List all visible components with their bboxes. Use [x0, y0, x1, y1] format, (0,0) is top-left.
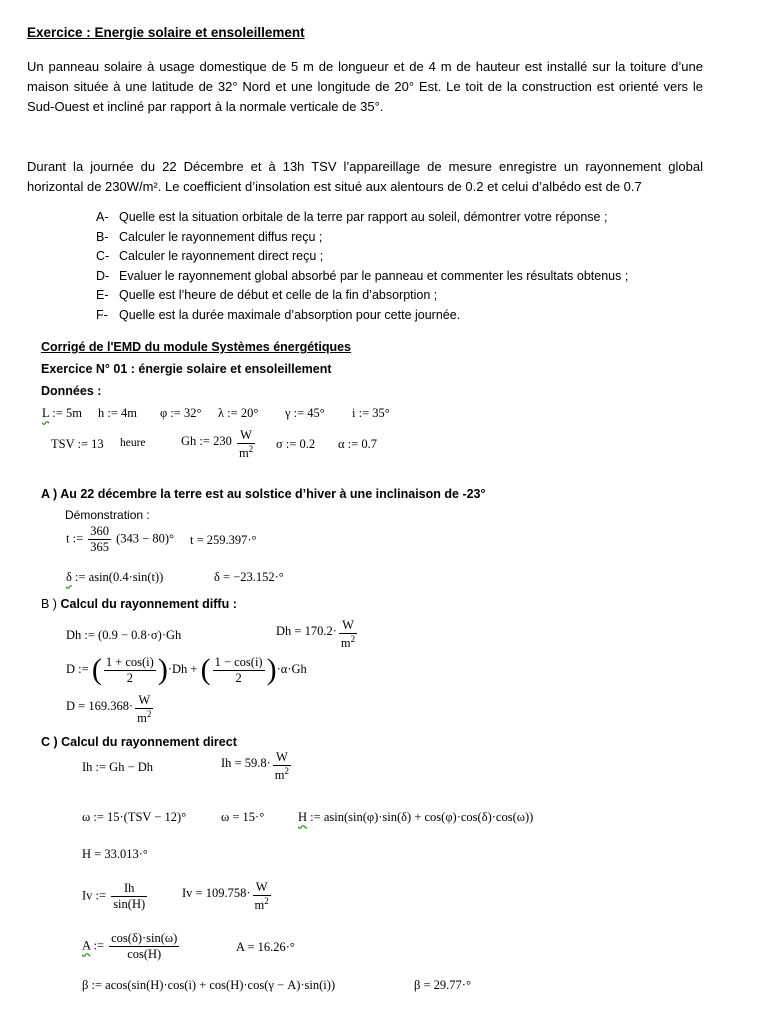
exercise-title: Exercice : Energie solaire et ensoleillement	[27, 25, 305, 40]
exercise-paragraph-2: Durant la journée du 22 Décembre et à 13h TSV l’appareillage de mesure enregistre un rayonnement global horizontal de 230W/m². Le coefficient d’insolation est situé aux alentours de 0.2 et celui d’albédo est de 0.7	[27, 159, 703, 194]
question-e: E- Quelle est l’heure de début et celle de la fin d’absorption ;	[96, 288, 438, 302]
a-formula: A := $\frac{\cos(\delta)\cdot\sin(\omega)}{\cos(H)}$	[82, 931, 178, 961]
correction-title: Corrigé de l'EMD du module Systèmes énergétiques	[41, 340, 351, 354]
beta-formula: β := acos(sin(H)·cos(i) + cos(H)·cos(γ − A)·sin(i))	[82, 978, 336, 992]
exercise-paragraph-1: Un panneau solaire à usage domestique de 5 m de longueur et de 4 m de hauteur est installé sur la toiture d’une maison située à une latitude de 32° Nord et une longitude de 20° Est. Le toit de la construction est orienté vers le Sud-Ouest et incliné par rapport à la normale verticale de 35°.	[27, 59, 703, 114]
question-b: B- Calculer le rayonnement diffus reçu ;	[96, 229, 323, 244]
given-lambda: λ := 20°	[218, 406, 259, 420]
dh-result: Dh = 170.2· $\frac{W}{m^2}$	[276, 618, 356, 651]
ih-formula: Ih := Gh − Dh	[82, 760, 154, 774]
section-b-heading: B ) Calcul du rayonnement diffu :	[41, 597, 237, 611]
iv-result: Iv = 109.758· $\frac{W}{m^2}$	[182, 880, 269, 913]
question-f: F- Quelle est la durée maximale d’absorption pour cette journée.	[96, 307, 461, 322]
delta-formula: δ := asin(0.4·sin(t))	[66, 570, 164, 584]
d-result: D = 169.368· $\frac{W}{m^2}$	[66, 693, 152, 726]
given-h: h := 4m	[98, 406, 138, 420]
iv-formula: Iv := $\frac{Ih}{\sin(H)}$	[82, 881, 146, 911]
t-result: t = 259.397·°	[190, 533, 257, 547]
beta-result: β = 29.77·°	[414, 978, 471, 992]
h-result: H = 33.013·°	[82, 847, 148, 861]
t-formula: t := $\frac{360}{365}$ (343 − 80)°	[66, 524, 174, 554]
dh-formula: Dh := (0.9 − 0.8·σ)·Gh	[66, 628, 182, 642]
d-formula: D := ( $\frac{1 + \cos(i)}{2}$ )·Dh + ( $\frac{1 - \cos(i)}{2}$ )·α·Gh	[66, 653, 307, 686]
section-a-heading: A ) Au 22 décembre la terre est au solstice d’hiver à une inclinaison de -23°	[41, 487, 486, 501]
given-TSV-unit: heure	[120, 437, 146, 449]
given-alpha: α := 0.7	[338, 437, 377, 451]
given-phi: φ := 32°	[160, 406, 202, 420]
question-a: A- Quelle est la situation orbitale de la terre par rapport au soleil, démontrer votre réponse ;	[96, 210, 608, 224]
given-TSV: TSV := 13	[51, 437, 104, 451]
given-i: i := 35°	[352, 406, 390, 420]
ih-result: Ih = 59.8· $\frac{W}{m^2}$	[221, 750, 289, 783]
given-sigma: σ := 0.2	[276, 437, 316, 451]
data-label: Données :	[41, 384, 102, 398]
delta-result: δ = −23.152·°	[214, 570, 284, 584]
omega-result: ω = 15·°	[221, 810, 265, 824]
section-c-heading: C ) Calcul du rayonnement direct	[41, 735, 237, 749]
h-formula: H := asin(sin(φ)·sin(δ) + cos(φ)·cos(δ)·cos(ω))	[298, 810, 534, 824]
a-result: A = 16.26·°	[236, 940, 295, 954]
demonstration-label: Démonstration :	[65, 508, 150, 522]
given-L: L := 5m	[42, 406, 82, 420]
correction-exercise-label: Exercice N° 01 : énergie solaire et ensoleillement	[41, 362, 332, 376]
question-c: C- Calculer le rayonnement direct reçu ;	[96, 249, 324, 263]
given-Gh: Gh := 230 $\frac{W}{m^2}$	[181, 428, 254, 461]
omega-formula: ω := 15·(TSV − 12)°	[82, 810, 187, 824]
given-gamma: γ := 45°	[285, 406, 325, 420]
question-d: D- Evaluer le rayonnement global absorbé par le panneau et commenter les résultats obtenus ;	[96, 268, 629, 283]
